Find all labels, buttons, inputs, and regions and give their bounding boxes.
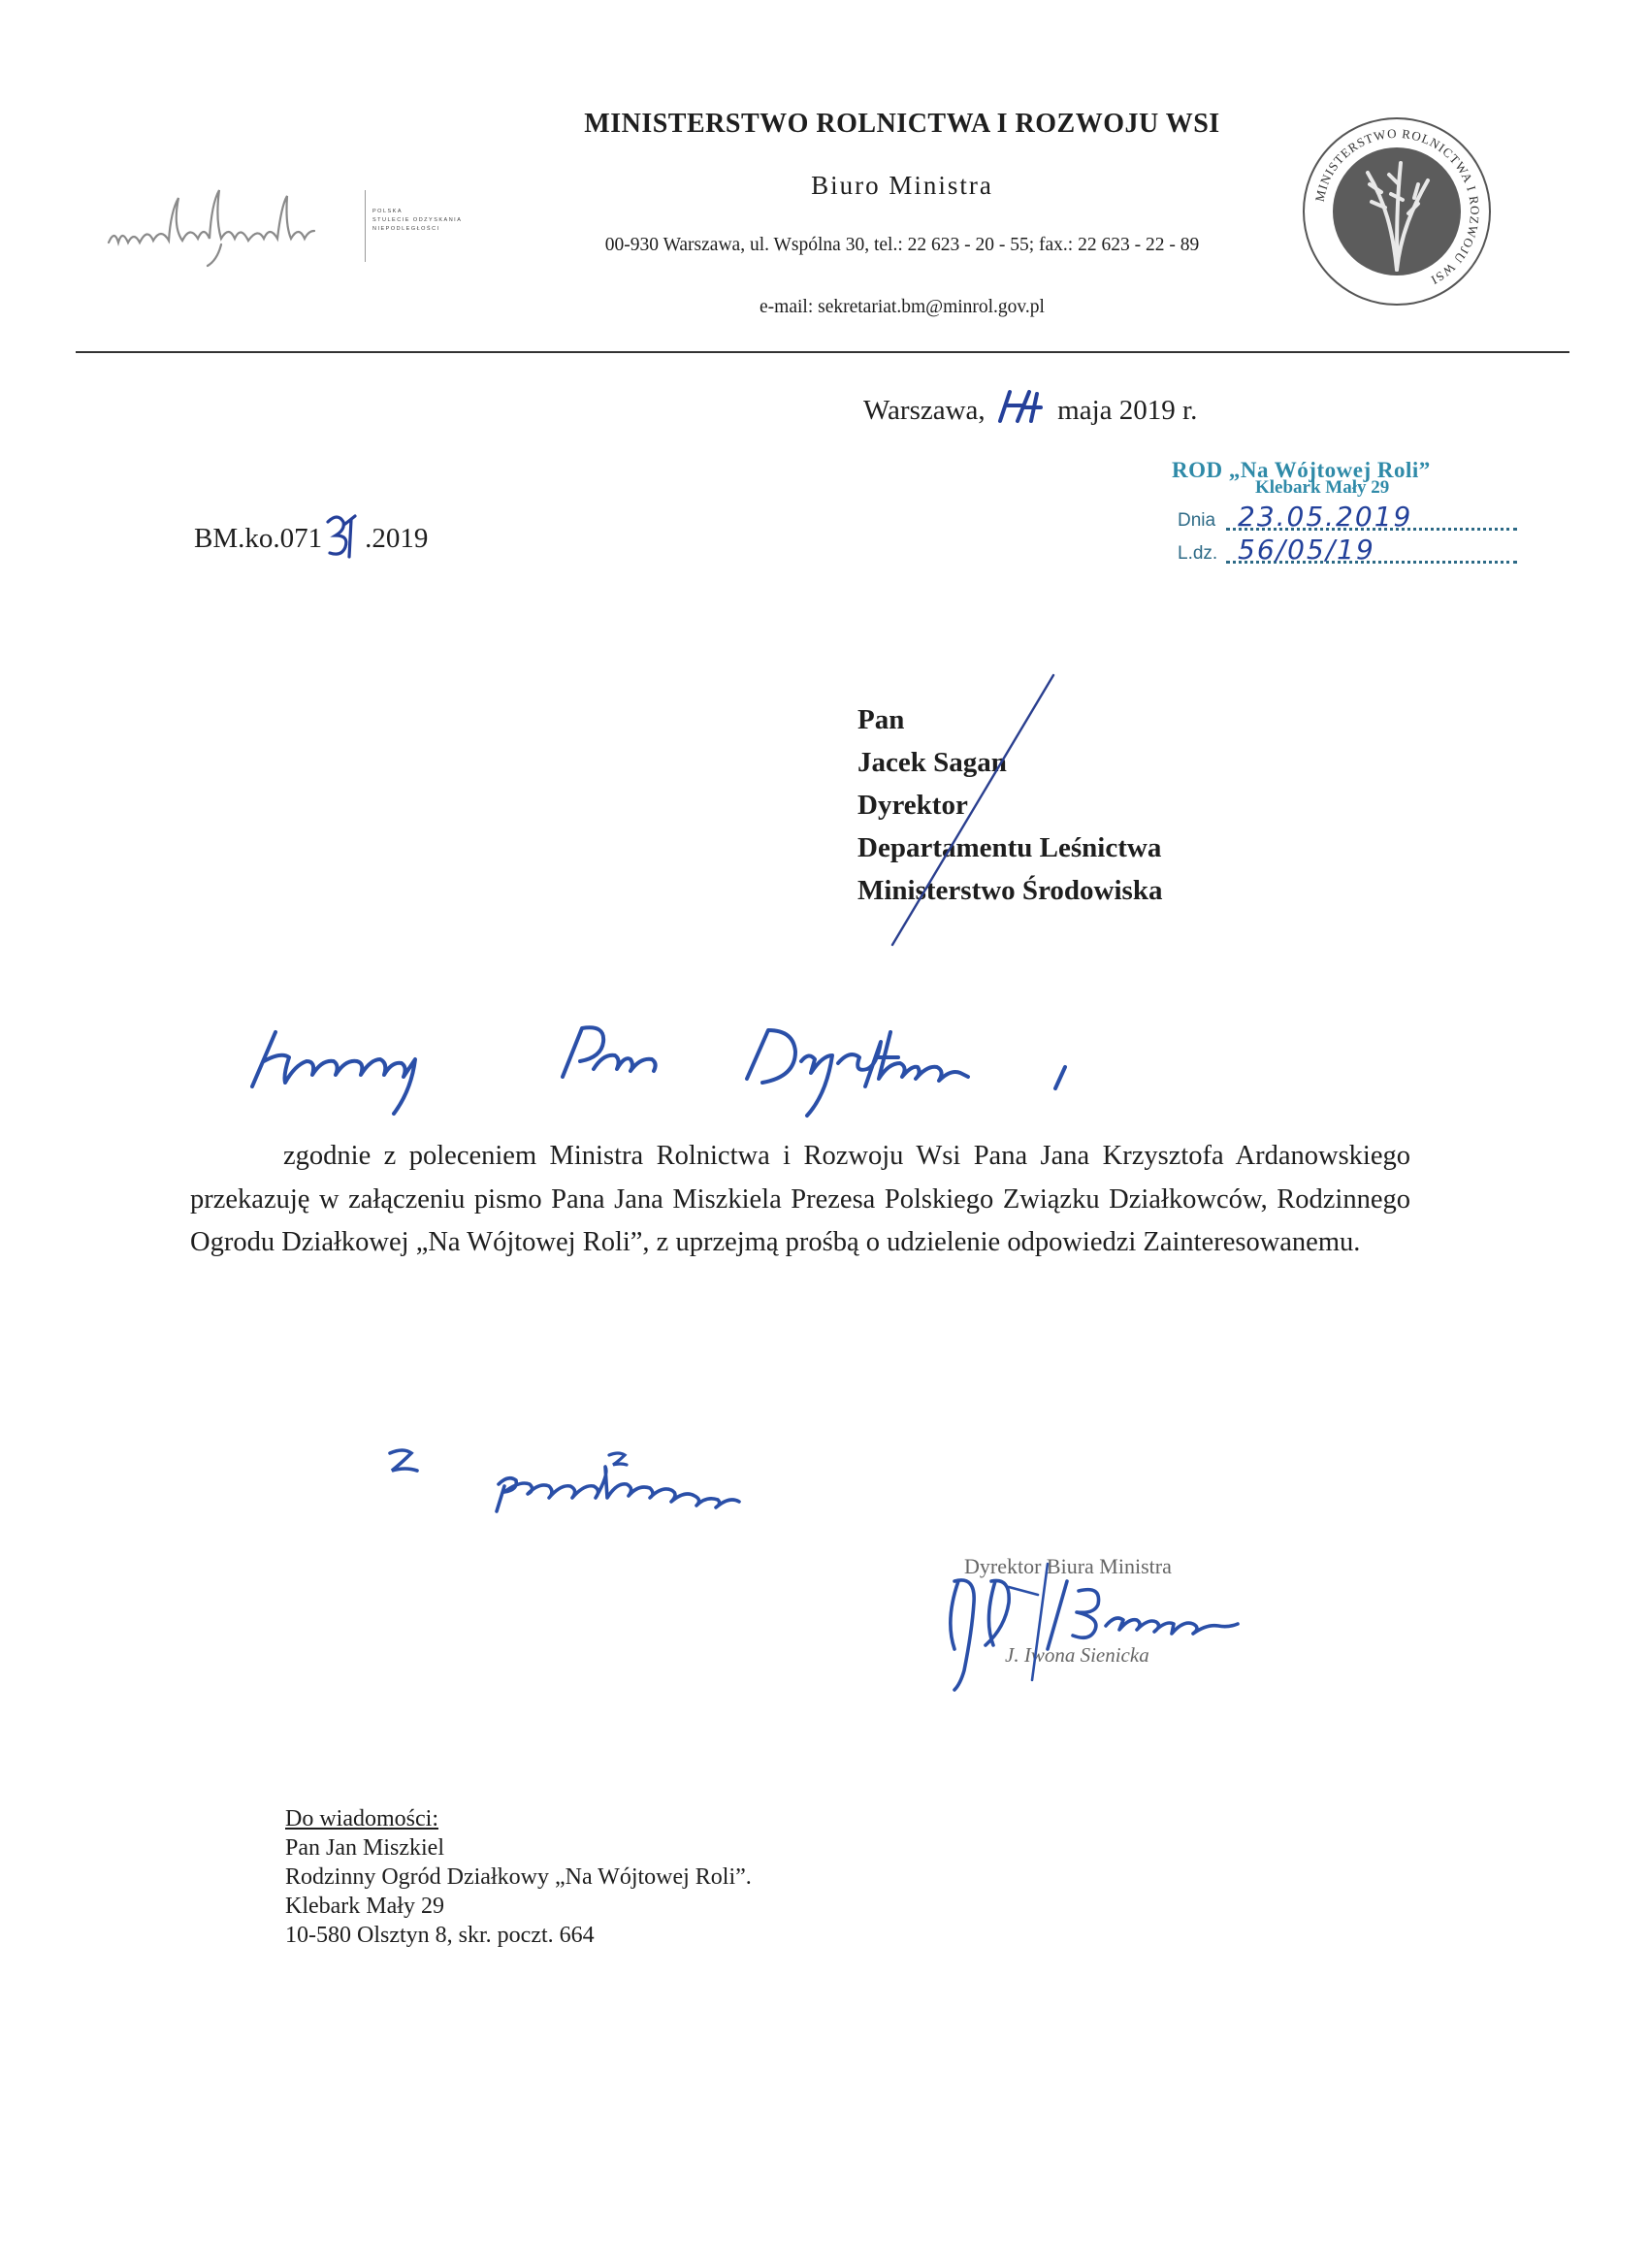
cc-block [285,1804,752,1950]
stamp-date-line [1172,502,1521,532]
body-text: zgodnie z poleceniem Ministra Rolnictwa i Rozwoju Wsi Pana Jana Krzysztofa Ardanowskiego przekazuję w załączeniu pismo Pana Jana Miszkiela Prezesa Polskiego Związku Działkowców, Rodzinnego Ogrodu Działkowej „Na Wójtowej Roli”, z uprzejmą prośbą o udzielenie odpowiedzi Zainteresowanemu. [190,1141,1410,1257]
office-address: 00-930 Warszawa, ul. Wspólna 30, tel.: 22 623 - 20 - 55; fax.: 22 623 - 22 - 89 [604,235,1200,255]
signature-title: Dyrektor Biura Ministra [964,1554,1172,1578]
dateline-prefix: Warszawa, [863,395,986,426]
greeting-text: Szanowny Panie Dyrektorze, [242,1124,254,1125]
reference-handwritten [322,512,365,559]
niepodlegla-logo [105,184,357,272]
recipient-line-1: Pan [857,704,905,735]
logo-line-2: STULECIE ODZYSKANIA [372,217,463,223]
recipient-line-2: Jacek Sagan [857,747,1007,778]
dateline [863,388,1197,427]
dateline-day: 14 [991,426,993,427]
dateline-suffix: maja 2019 r. [1057,395,1198,426]
ministry-name: MINISTERSTWO ROLNICTWA I ROZWOJU WSI [584,109,1220,139]
recipient-line-5: Ministerstwo Środowiska [857,875,1163,906]
logo-hand-text: niepodległa [105,270,110,271]
reference-suffix: .2019 [365,523,429,554]
receipt-stamp [1172,458,1521,565]
reference-prefix: BM.ko.071 [194,523,323,554]
closing-handwritten [388,1434,873,1521]
recipient-slash-mark [873,669,1086,951]
stamp-date-label: Dnia [1178,510,1216,531]
logo-line-1: POLSKA [372,209,404,214]
stamp-ldz-label: L.dz. [1178,543,1218,564]
letter-body [190,1135,1410,1265]
stamp-date-value: 23.05.2019 [1238,501,1413,533]
cc-line-3: Klebark Mały 29 [285,1894,444,1919]
signature-handwritten [941,1552,1348,1698]
reference-hand-text: 31 [322,558,324,559]
logo-divider [365,190,366,262]
cc-line-4: 10-580 Olsztyn 8, skr. poczt. 664 [285,1923,595,1948]
seal-text: MINISTERSTWO ROLNICTWA I ROZWOJU WSI [1311,125,1483,288]
cc-heading: Do wiadomości: [285,1806,438,1831]
stamp-address: Klebark Mały 29 [1255,477,1390,498]
greeting-handwritten [242,1019,1096,1125]
reference-number [194,512,428,559]
logo-caption [372,208,508,234]
header-rule [76,351,1569,353]
stamp-ldz-line [1172,535,1521,565]
recipient-line-4: Departamentu Leśnictwa [857,832,1162,863]
stamp-ldz-value: 56/05/19 [1238,534,1375,566]
closing-text: Z poważaniem [388,1520,394,1521]
office-name: Biuro Ministra [811,171,993,200]
logo-line-3: NIEPODLEGŁOŚCI [372,226,440,232]
recipient-line-3: Dyrektor [857,790,968,821]
signature-name: J. Iwona Sienicka [1005,1643,1149,1667]
ministry-seal [1300,114,1494,308]
cc-line-1: Pan Jan Miszkiel [285,1835,444,1861]
stamp-name: ROD „Na Wójtowej Roli” [1172,458,1431,482]
cc-line-2: Rodzinny Ogród Działkowy „Na Wójtowej Roli”. [285,1864,752,1890]
office-email: e-mail: sekretariat.bm@minrol.gov.pl [760,297,1045,317]
dateline-day-handwritten [992,388,1051,427]
